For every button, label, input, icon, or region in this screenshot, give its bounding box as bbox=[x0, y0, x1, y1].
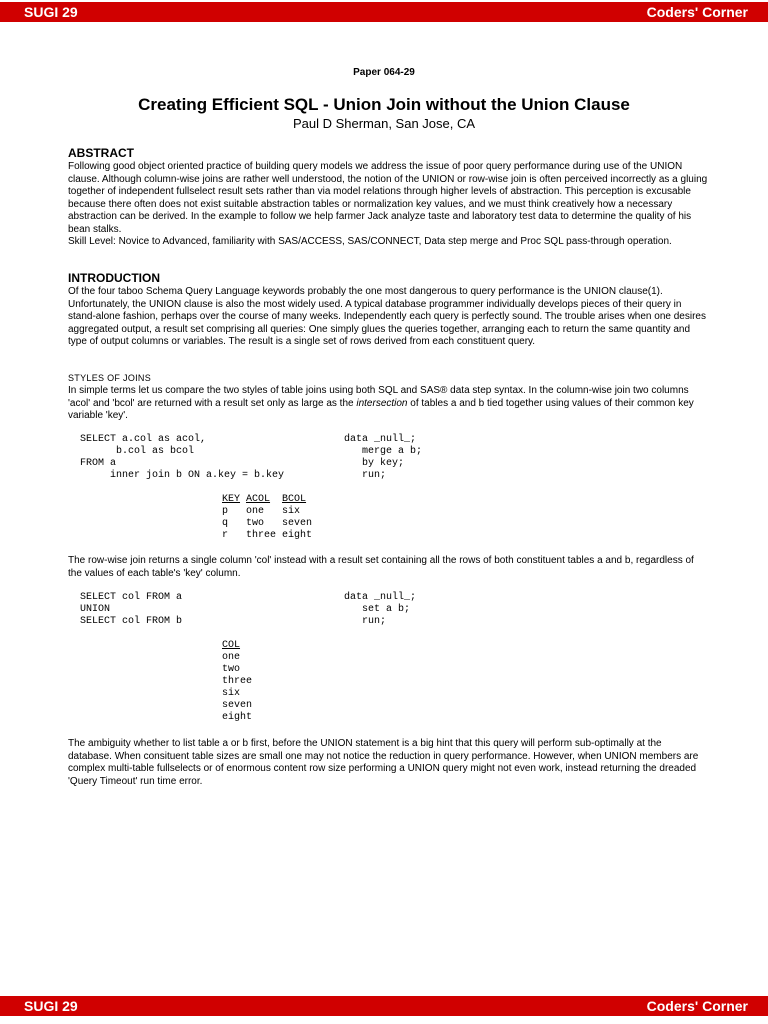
table-row bbox=[222, 712, 258, 724]
paper-title: Creating Efficient SQL - Union Join without the Union Clause bbox=[138, 95, 630, 114]
table-cell: seven bbox=[222, 700, 253, 711]
table-cell: three bbox=[246, 530, 277, 541]
table-header-key: KEY bbox=[222, 494, 241, 505]
row-join-text: The row-wise join returns a single column 'col' instead with a result set containing all the rows of both constituent tables a and b, regardless of the values of each table's 'key' column. bbox=[68, 555, 694, 579]
joins-text-after: of tables a and b tied together using values of their common key variable 'key'. bbox=[68, 397, 694, 421]
table-header-col: COL bbox=[222, 640, 241, 651]
data-step-merge-code: data _null_; merge a b; by key; run; bbox=[344, 434, 423, 481]
header-bar bbox=[0, 2, 768, 22]
abstract-body: Following good object oriented practice of building query models we address the issue of poor query performance during use of the UNION clause. Although column-wise joins are rather well understood, the notion of the UNION or row-wise join is often perceived incorrectly as a gluing together of independent fullselect result sets rather than via model relations through higher levels of abstraction. This perception is excusable because there often does not exist suitable abstraction tables or normalization key values, and we must think creatively how a necessary abstraction can be derived. In the example to follow we help farmer Jack analyze taste and laboratory test data to determine the quality of his bean stalks. bbox=[68, 161, 708, 235]
paper-number: Paper 064-29 bbox=[353, 67, 415, 78]
abstract-heading: ABSTRACT bbox=[68, 146, 134, 160]
table-header-acol: ACOL bbox=[246, 494, 271, 505]
styles-of-joins-text bbox=[68, 385, 708, 423]
table-row bbox=[222, 506, 318, 518]
footer-section: Coders' Corner bbox=[646, 998, 748, 1014]
table-row bbox=[222, 518, 318, 530]
paper-author: Paul D Sherman, San Jose, CA bbox=[292, 116, 476, 131]
header-section: Coders' Corner bbox=[646, 4, 748, 20]
skill-level: Skill Level: Novice to Advanced, familiarity with SAS/ACCESS, SAS/CONNECT, Data step merge and Proc SQL pass-through operation. bbox=[68, 236, 672, 247]
table-cell: six bbox=[282, 506, 301, 517]
column-join-result-table bbox=[222, 494, 318, 542]
table-cell: eight bbox=[282, 530, 313, 541]
sql-column-join-code: SELECT a.col as acol, b.col as bcol FROM a inner join b ON a.key = b.key bbox=[80, 434, 285, 481]
header-conference: SUGI 29 bbox=[24, 4, 78, 20]
table-cell: one bbox=[246, 506, 265, 517]
union-result-table bbox=[222, 640, 258, 724]
table-cell: eight bbox=[222, 712, 253, 723]
abstract-text bbox=[68, 161, 708, 249]
table-row bbox=[222, 664, 258, 676]
table-cell: seven bbox=[282, 518, 313, 529]
styles-of-joins-heading: STYLES OF JOINS bbox=[68, 373, 152, 383]
table-header-bcol: BCOL bbox=[282, 494, 307, 505]
table-cell: q bbox=[222, 518, 229, 529]
table-cell: r bbox=[222, 530, 229, 541]
sql-union-code: SELECT col FROM a UNION SELECT col FROM b bbox=[80, 592, 183, 627]
footer-bar bbox=[0, 996, 768, 1016]
table-row bbox=[222, 530, 318, 542]
joins-text-before: In simple terms let us compare the two styles of table joins using both SQL and SAS® data step syntax. In the column-wise join two columns 'acol' and 'bcol' are returned with a result set only as large as the bbox=[68, 385, 689, 409]
joins-text-em: intersection bbox=[356, 397, 408, 409]
table-row bbox=[222, 676, 258, 688]
ambiguity-text: The ambiguity whether to list table a or b first, before the UNION statement is a big hint that this query will perform sub-optimally at the database. When consituent table sizes are small one may not notice the reduction in query performance. However, when UNION members are complex multi-table fullselects or of enormous content row size performing a UNION query might not even work, instead returning the dreaded 'Query Timeout' run time error. bbox=[68, 738, 699, 787]
table-cell: one bbox=[222, 652, 241, 663]
table-row bbox=[222, 652, 258, 664]
table-cell: three bbox=[222, 676, 253, 687]
data-step-set-code: data _null_; set a b; run; bbox=[344, 592, 417, 627]
table-cell: two bbox=[222, 664, 241, 675]
table-cell: p bbox=[222, 506, 229, 517]
table-row bbox=[222, 700, 258, 712]
introduction-text: Of the four taboo Schema Query Language keywords probably the one most dangerous to query performance is the UNION clause(1). Unfortunately, the UNION clause is also the most widely used. A typical database programmer individually develops pieces of their query in stand-alone fashion, perhaps over the course of many weeks. Independently each query is perfectly sound. The trouble arises when one desires aggregated output, a result set comprising all queries: One simply glues the queries together, arranging each to return the same quantity and type of output columns or variables. The result is a single set of rows derived from each constituent query. bbox=[68, 286, 706, 347]
table-row bbox=[222, 688, 258, 700]
footer-conference: SUGI 29 bbox=[24, 998, 78, 1014]
introduction-heading: INTRODUCTION bbox=[68, 271, 160, 285]
table-cell: six bbox=[222, 688, 241, 699]
table-cell: two bbox=[246, 518, 265, 529]
